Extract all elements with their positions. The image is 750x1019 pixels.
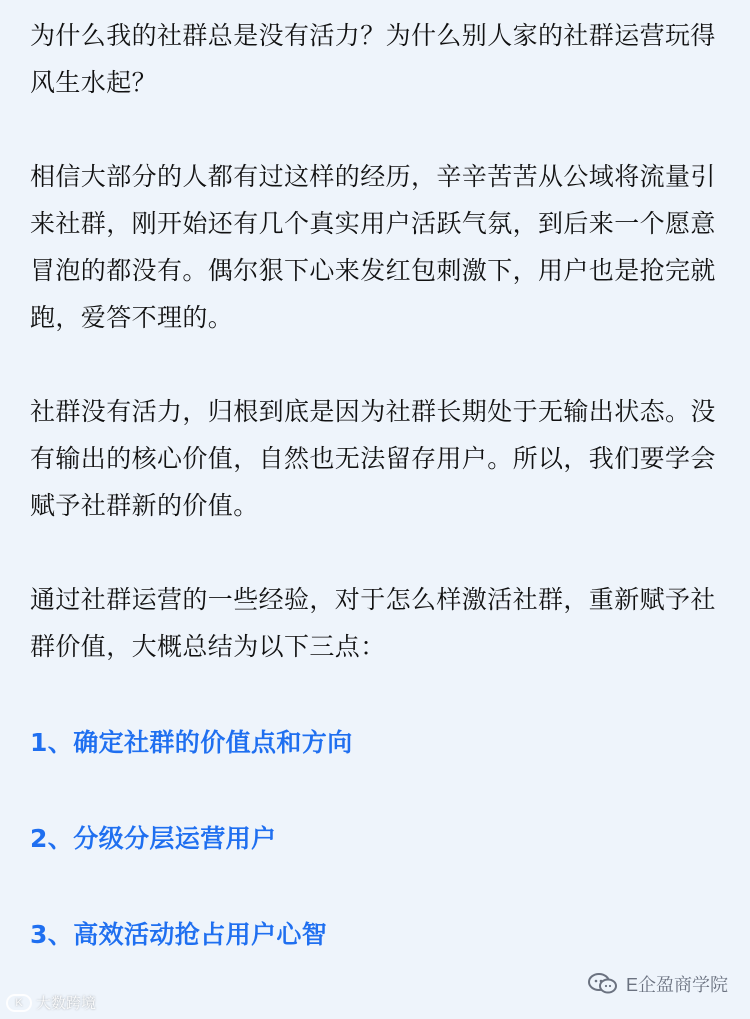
heading-spacer bbox=[30, 766, 722, 815]
article-body bbox=[30, 12, 722, 958]
paragraph-spacer bbox=[30, 341, 722, 388]
intro-paragraph: 为什么我的社群总是没有活力？为什么别人家的社群运营玩得风生水起？ bbox=[30, 21, 716, 97]
watermark-right bbox=[588, 971, 728, 997]
section-heading-1: 1、确定社群的价值点和方向 bbox=[30, 728, 353, 757]
paragraph-spacer bbox=[30, 106, 722, 153]
paragraph-1: 相信大部分的人都有过这样的经历，辛辛苦苦从公域将流量引来社群，刚开始还有几个真实用户活跃气氛，到后来一个愿意冒泡的都没有。偶尔狠下心来发红包刺激下，用户也是抢完就跑，爱答不理的。 bbox=[30, 162, 716, 332]
section-heading-2: 2、分级分层运营用户 bbox=[30, 824, 277, 853]
paragraph-2: 社群没有活力，归根到底是因为社群长期处于无输出状态。没有输出的核心价值，自然也无法留存用户。所以，我们要学会赋予社群新的价值。 bbox=[30, 397, 716, 520]
section-heading-3: 3、高效活动抢占用户心智 bbox=[30, 920, 328, 949]
heading-spacer bbox=[30, 862, 722, 911]
watermark-left-text: 大数跨境 bbox=[36, 995, 97, 1012]
watermark-right-text: E企盈商学院 bbox=[625, 975, 728, 995]
wechat-icon bbox=[588, 972, 618, 996]
paragraph-spacer bbox=[30, 529, 722, 576]
brand-logo-icon: K bbox=[6, 994, 32, 1012]
paragraph-3: 通过社群运营的一些经验，对于怎么样激活社群，重新赋予社群价值，大概总结为以下三点： bbox=[30, 585, 716, 661]
paragraph-spacer bbox=[30, 670, 722, 719]
watermark-left bbox=[6, 992, 96, 1013]
